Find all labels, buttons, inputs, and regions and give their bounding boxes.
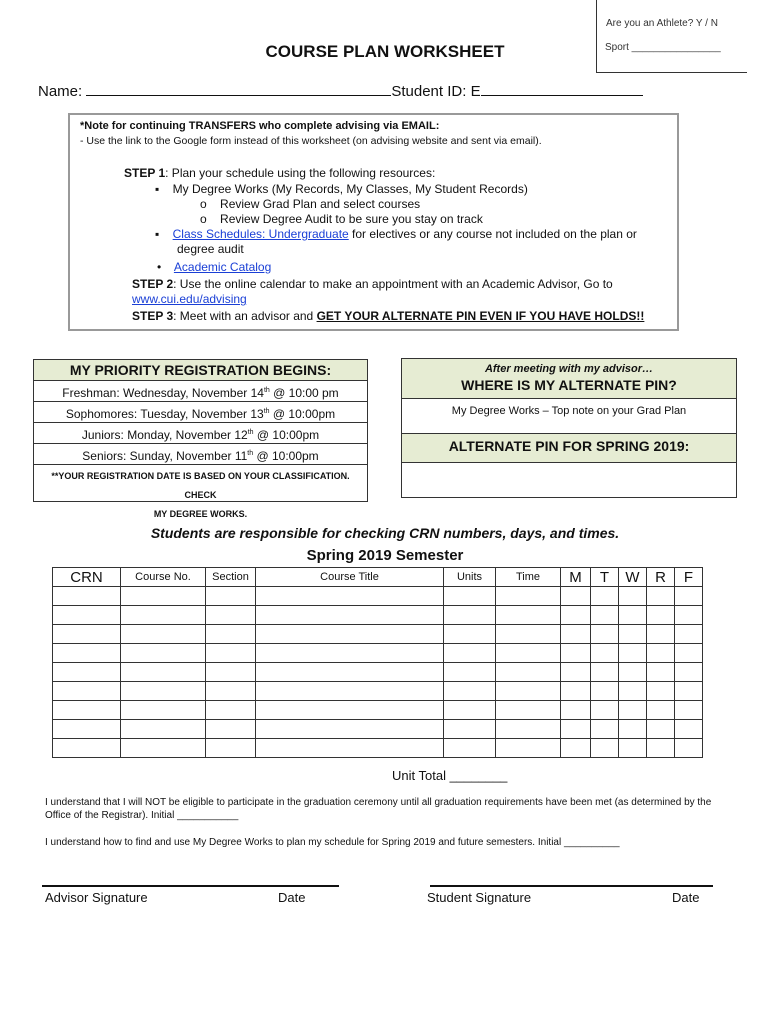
pin-entry-field[interactable] <box>402 463 736 499</box>
semester-heading: Spring 2019 Semester <box>306 547 464 564</box>
academic-catalog-link[interactable]: Academic Catalog <box>173 260 272 274</box>
col-monday: M <box>561 568 591 587</box>
course-table <box>52 567 703 758</box>
student-id-label: Student ID: E <box>391 83 481 100</box>
priority-row-juniors: Juniors: Monday, November 12th @ 10:00pm <box>34 423 367 444</box>
student-date-label: Date <box>672 890 700 905</box>
priority-registration-box <box>33 359 368 519</box>
bullet-degree-works <box>155 182 528 196</box>
athlete-sport-field[interactable]: Sport ________________ <box>605 42 721 53</box>
priority-row-sophomores: Sophomores: Tuesday, November 13th @ 10:00pm <box>34 402 367 423</box>
table-header-row <box>53 568 703 587</box>
bullet-icon: ▪ <box>155 182 160 196</box>
priority-row-seniors: Seniors: Sunday, November 11th @ 10:00pm <box>34 444 367 465</box>
class-schedules-link[interactable]: Class Schedules: Undergraduate <box>172 227 349 241</box>
table-row[interactable] <box>53 701 703 720</box>
step2-goto: Go to <box>580 277 613 291</box>
step1-text: : Plan your schedule using the following resources: <box>165 166 436 180</box>
degree-works-text: My Degree Works (My Records, My Classes, My Student Records) <box>172 182 528 196</box>
col-course-title: Course Title <box>256 568 444 587</box>
sub-bullet-degree-audit <box>200 212 483 226</box>
col-section: Section <box>206 568 256 587</box>
pin-location: My Degree Works – Top note on your Grad Plan <box>402 399 736 434</box>
class-schedules-text: for electives or any course not included on the plan or <box>348 227 637 241</box>
step3-text: : Meet with an advisor and <box>173 309 317 323</box>
col-friday: F <box>675 568 703 587</box>
table-row[interactable] <box>53 587 703 606</box>
circle-bullet-icon: o <box>200 197 207 211</box>
classification-note: **YOUR REGISTRATION DATE IS BASED ON YOUR CLASSIFICATION. CHECK MY DEGREE WORKS. <box>51 471 350 519</box>
bullet-icon: • <box>157 260 162 274</box>
table-row[interactable] <box>53 663 703 682</box>
pin-where-heading: WHERE IS MY ALTERNATE PIN? <box>461 377 677 393</box>
advisor-date-label: Date <box>278 890 306 905</box>
advisor-signature-line[interactable] <box>42 885 339 887</box>
circle-bullet-icon: o <box>200 212 207 226</box>
table-row[interactable] <box>53 739 703 758</box>
advisor-signature-label: Advisor Signature <box>45 890 148 905</box>
transfer-note: *Note for continuing TRANSFERS who complete advising via EMAIL: <box>80 120 440 132</box>
name-label: Name: <box>38 83 83 100</box>
bullet-class-schedules <box>155 227 675 242</box>
step3-label: STEP 3 <box>132 309 174 323</box>
pin-header <box>402 359 736 399</box>
step3-emphasis: GET YOUR ALTERNATE PIN EVEN IF YOU HAVE HOLDS!! <box>316 309 645 323</box>
col-crn: CRN <box>53 568 121 587</box>
pin-spring-heading: ALTERNATE PIN FOR SPRING 2019: <box>402 434 736 463</box>
degree-works-statement: I understand how to find and use My Degree Works to plan my schedule for Spring 2019 and future semesters. Initial __________ <box>45 837 620 848</box>
google-form-note: - Use the link to the Google form instead of this worksheet (on advising website and sent via email). <box>80 135 542 147</box>
alternate-pin-box <box>401 358 737 498</box>
page-title: COURSE PLAN WORKSHEET <box>265 42 505 61</box>
priority-heading: MY PRIORITY REGISTRATION BEGINS: <box>34 360 367 381</box>
col-units: Units <box>444 568 496 587</box>
name-field[interactable] <box>86 80 391 96</box>
table-row[interactable] <box>53 720 703 739</box>
col-course-no: Course No. <box>121 568 206 587</box>
student-signature-label: Student Signature <box>427 890 532 905</box>
athlete-box <box>596 0 747 73</box>
sub-bullet-grad-plan <box>200 197 420 211</box>
step1-label: STEP 1 <box>124 166 166 180</box>
responsibility-note: Students are responsible for checking CRN numbers, days, and times. <box>150 525 620 541</box>
step3-line <box>132 309 644 323</box>
table-row[interactable] <box>53 625 703 644</box>
degree-audit-text: Review Degree Audit to be sure you stay on track <box>220 212 483 226</box>
name-id-line <box>38 80 643 100</box>
graduation-statement: I understand that I will NOT be eligible to participate in the graduation ceremony until all graduation requirements have been met (as determined by the Office of the Registrar). Initial ___________ <box>45 797 712 821</box>
student-id-field[interactable] <box>481 80 643 96</box>
table-row[interactable] <box>53 682 703 701</box>
advising-link[interactable]: www.cui.edu/advising <box>132 292 247 306</box>
col-wednesday: W <box>619 568 647 587</box>
table-row[interactable] <box>53 606 703 625</box>
bullet-icon: ▪ <box>155 227 160 241</box>
bullet-academic-catalog <box>157 260 271 274</box>
col-tuesday: T <box>591 568 619 587</box>
table-row[interactable] <box>53 644 703 663</box>
step1-line <box>124 166 435 180</box>
col-time: Time <box>496 568 561 587</box>
step2-label: STEP 2 <box>132 277 174 291</box>
priority-row-freshman: Freshman: Wednesday, November 14th @ 10:00 pm <box>34 381 367 402</box>
grad-plan-text: Review Grad Plan and select courses <box>220 197 421 211</box>
athlete-question: Are you an Athlete? Y / N <box>606 18 718 29</box>
col-thursday: R <box>647 568 675 587</box>
unit-total[interactable]: Unit Total ________ <box>392 768 508 783</box>
student-signature-line[interactable] <box>430 885 713 887</box>
pin-after-meeting: After meeting with my advisor… <box>484 363 654 375</box>
step2-text: : Use the online calendar to make an appointment with an Academic Advisor, <box>173 277 581 291</box>
step2-line <box>132 277 613 291</box>
class-schedules-text-2: degree audit <box>177 242 244 256</box>
